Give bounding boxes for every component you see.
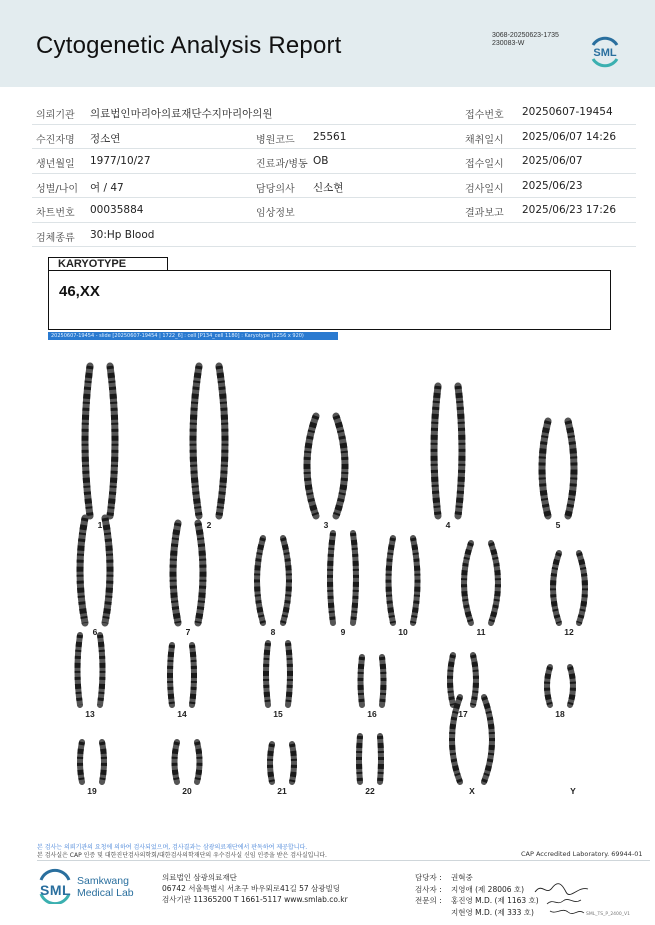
field-value: 2025/06/23 — [522, 179, 583, 192]
chromosome-label: 1 — [97, 520, 103, 530]
chromosome-pair-6 — [80, 518, 110, 623]
field-label: 접수번호 — [465, 110, 504, 121]
info-row — [32, 223, 636, 248]
footer-divider — [37, 860, 650, 861]
field-label: 결과보고 — [465, 208, 504, 219]
chromosome-label: X — [469, 786, 475, 796]
chromosome-bands — [266, 643, 268, 705]
chromosome-pair-7 — [173, 523, 203, 623]
field-label: 차트번호 — [36, 208, 75, 219]
chromosome-bands — [170, 645, 172, 705]
chromosome-label: 11 — [476, 627, 486, 637]
footer-sml-text: SML — [40, 882, 72, 898]
chromosome-label: 21 — [277, 786, 287, 796]
chromosome-label: 12 — [564, 627, 574, 637]
chromosome-label: 20 — [182, 786, 192, 796]
chromosome-pair-13 — [78, 635, 103, 705]
chromosome-pair-19 — [80, 742, 104, 782]
chromosome — [542, 421, 548, 516]
karyotype-result: 46,XX — [59, 283, 100, 300]
staff-entry: 전문의 : 홍진영 M.D. (제 1163 호) — [415, 896, 539, 905]
chromosome-pair-22 — [359, 736, 381, 782]
karyotype-result-box — [48, 270, 611, 330]
field-value: 00035884 — [90, 204, 144, 216]
field-label: 수진자명 — [36, 134, 75, 146]
staff-entry: 지현영 M.D. (제 333 호) — [451, 907, 534, 917]
chromosome-label: 7 — [185, 627, 191, 637]
report-title: Cytogenetic Analysis Report — [36, 32, 342, 59]
chromosome-pair-14 — [170, 645, 194, 705]
chromosome-pair-20 — [175, 742, 200, 782]
chromosome — [330, 533, 333, 623]
chromosome-bands — [192, 645, 194, 705]
chromosome-pair-4 — [434, 386, 462, 516]
chromosome-pair-11 — [464, 543, 498, 623]
field-label: 접수일시 — [465, 159, 504, 170]
staff-entry: 담당자 : 권혁중 — [415, 873, 473, 882]
chromosome-pair-17 — [450, 655, 476, 705]
field-label: 의뢰기관 — [36, 110, 75, 121]
chromosome-label: 13 — [85, 709, 95, 719]
field-label: 검사일시 — [465, 183, 504, 195]
chromosome-label: 19 — [87, 786, 97, 796]
field-value: 20250607-19454 — [522, 106, 613, 118]
field-label: 병원코드 — [256, 134, 295, 146]
chromosome — [197, 742, 200, 782]
field-value: 2025/06/07 — [522, 155, 583, 167]
chromosome-pair-2 — [193, 366, 225, 516]
staff-list — [415, 872, 539, 918]
company-name: Samkwang Medical Lab — [77, 875, 134, 899]
chromosome-pair-15 — [266, 643, 290, 705]
chromosome-pair-21 — [270, 744, 294, 782]
chromosome-pair-12 — [553, 553, 585, 623]
report-header — [0, 0, 655, 87]
field-value: 2025/06/07 14:26 — [522, 130, 617, 143]
field-label: 채취일시 — [465, 134, 504, 146]
signature-3 — [548, 905, 588, 917]
document-id: 3068-20250623-1735 230083-W — [492, 32, 559, 47]
chromosome-label: 16 — [367, 709, 377, 719]
chromosome-pair-16 — [361, 657, 384, 705]
chromosome-label: 22 — [365, 786, 375, 796]
sml-logo-icon — [588, 35, 622, 69]
field-label: 검체종류 — [36, 232, 75, 244]
chromosome — [175, 742, 178, 782]
field-label: 성별/나이 — [36, 183, 79, 195]
field-value: 30:Hp Blood — [90, 228, 155, 241]
field-label: 생년월일 — [36, 159, 75, 170]
field-value: OB — [313, 155, 329, 167]
chromosome-label: 3 — [323, 520, 329, 530]
patient-info-table — [32, 100, 636, 247]
info-row — [32, 125, 636, 150]
cap-accreditation: CAP Accredited Laboratory. 69944-01 — [521, 850, 643, 858]
chromosome-label: Y — [570, 786, 576, 796]
chromosome-pair-5 — [542, 421, 574, 516]
chromosome-pair-X — [452, 697, 492, 782]
svg-text:SML: SML — [593, 47, 617, 59]
chromosome — [102, 742, 104, 782]
info-row — [32, 100, 636, 125]
field-value: 여 / 47 — [90, 181, 124, 194]
chromosome-label: 4 — [445, 520, 451, 530]
field-label: 진료과/병동 — [256, 159, 308, 170]
footer-note-1: 본 검사는 의뢰기관의 요청에 의하여 검사되었으며, 검사결과는 삼광의료재단에서 판독하여 제공합니다. — [37, 844, 308, 851]
chromosome-label: 2 — [206, 520, 212, 530]
chromosome-label: 10 — [398, 627, 408, 637]
chromosome-label: 14 — [177, 709, 187, 719]
chromosome-label: 5 — [555, 520, 561, 530]
field-value: 2025/06/23 17:26 — [522, 204, 617, 216]
chromosome-pair-1 — [85, 366, 115, 516]
form-code: SML_TS_P_2400_V1 — [586, 912, 630, 917]
info-row — [32, 149, 636, 174]
chromosome-pair-8 — [257, 538, 289, 623]
info-row — [32, 198, 636, 223]
chromosome-label: 17 — [458, 709, 468, 719]
chromosome — [568, 421, 574, 516]
field-value: 의료법인마리아의료재단수지마리아의원 — [90, 108, 273, 120]
field-value: 신소현 — [313, 181, 344, 194]
chromosome-label: 18 — [555, 709, 565, 719]
chromosome-pair-18 — [547, 667, 573, 705]
field-value: 25561 — [313, 130, 347, 143]
chromosome-bands — [288, 643, 290, 705]
info-row — [32, 174, 636, 199]
field-value: 1977/10/27 — [90, 155, 151, 167]
footer-note-2: 본 검사실은 CAP 인증 및 대한진단검사의학회/대한검사의학재단의 우수검사실 신임 인증을 받은 검사실입니다. — [37, 852, 327, 859]
chromosome-label: 15 — [273, 709, 283, 719]
chromosome — [80, 742, 82, 782]
chromosome — [353, 533, 356, 623]
chromosome-pair-3 — [307, 416, 345, 516]
karyotype-label: KARYOTYPE — [48, 257, 168, 271]
field-label: 임상정보 — [256, 208, 295, 219]
staff-entry: 검사자 : 지영애 (제 28006 호) — [415, 884, 525, 894]
company-address: 의료법인 삼광의료재단 06742 서울특별시 서초구 바우뫼로41길 57 삼광빌딩 검사기관 11365200 T 1661-5117 www.smlab.co.kr — [162, 873, 348, 904]
karyogram-image-caption: 20250607-19454 - slide [20250607-19454 | 1722_6] : cell [P134_cell 1180] : Karyotype (1256 x 920) — [48, 332, 338, 340]
field-value: 정소연 — [90, 132, 121, 145]
chromosome-pair-9 — [330, 533, 356, 623]
chromosome-label: 9 — [340, 627, 346, 637]
chromosome-label: 6 — [92, 627, 98, 637]
karyogram-image — [0, 345, 655, 805]
chromosome-label: 8 — [270, 627, 276, 637]
chromosome-pair-10 — [389, 538, 418, 623]
field-label: 담당의사 — [256, 183, 295, 195]
